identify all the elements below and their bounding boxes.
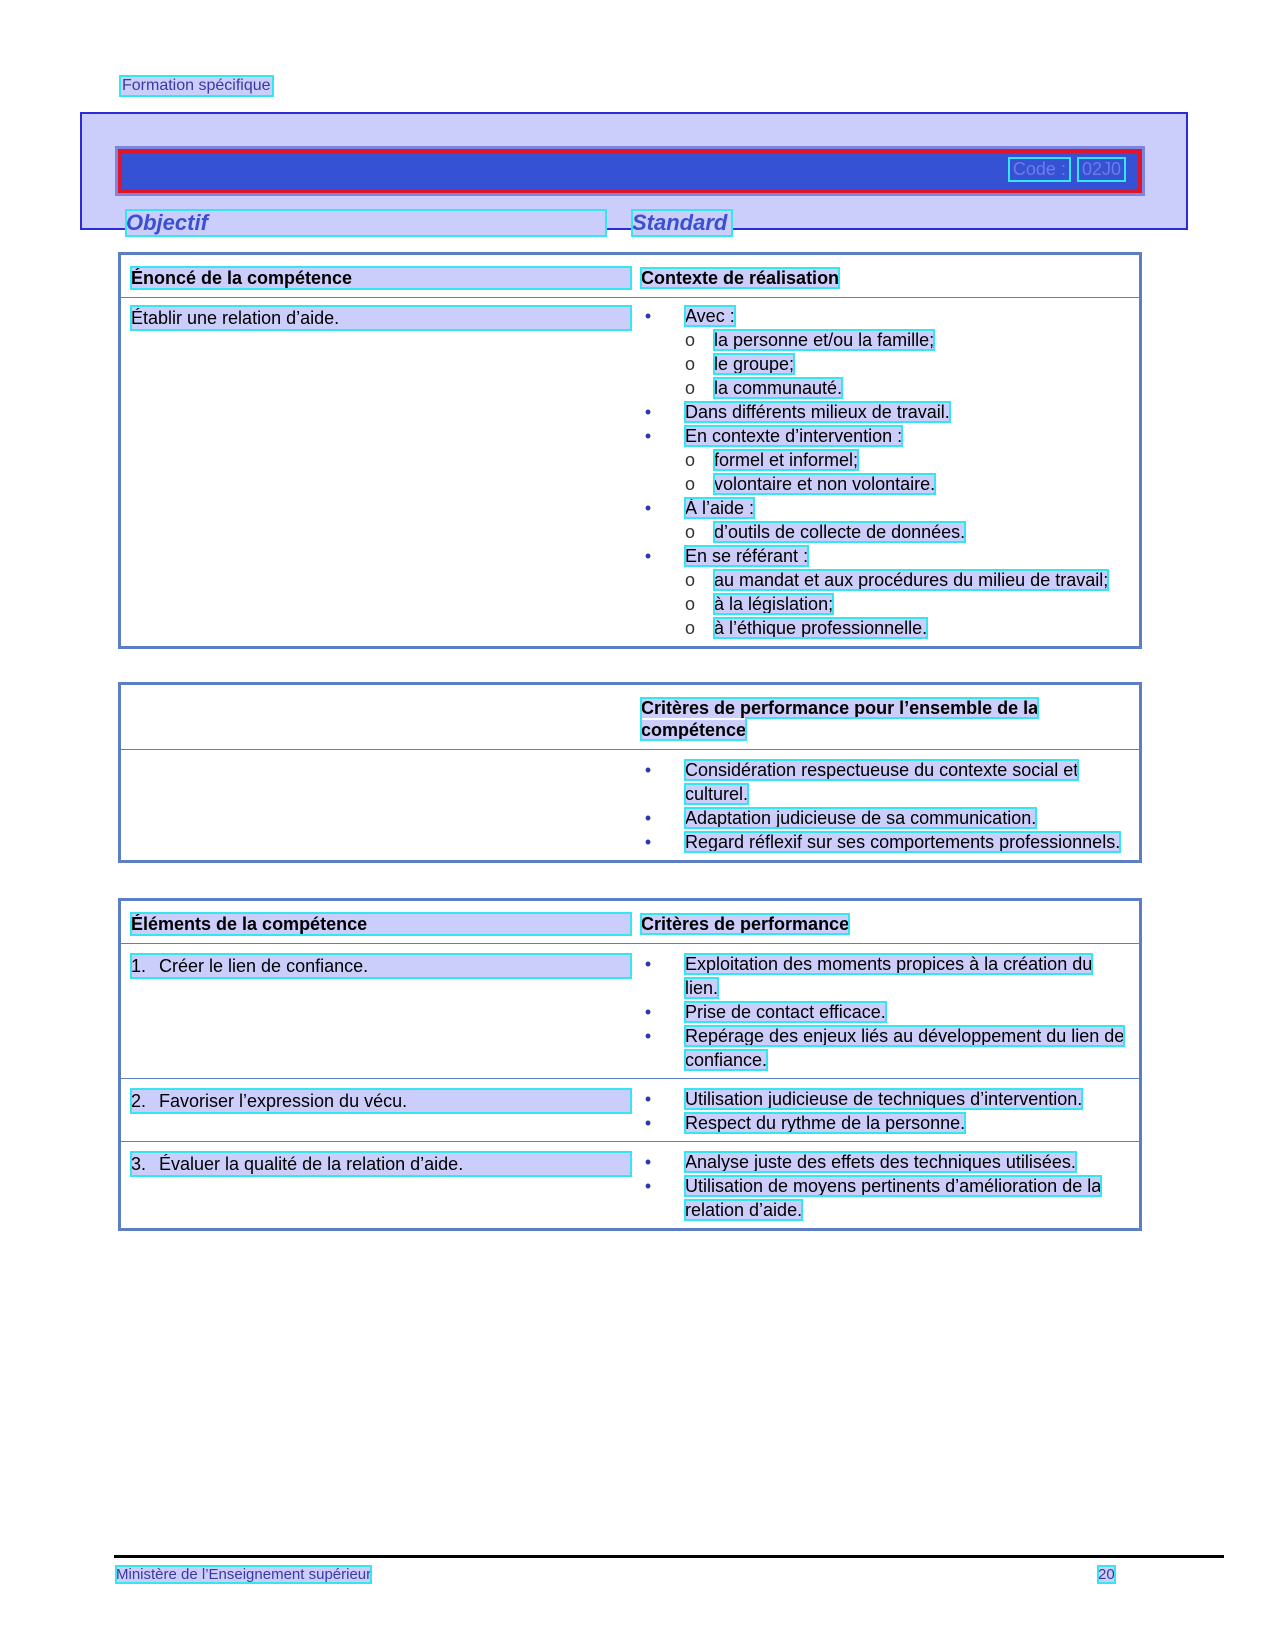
bullet-text: Adaptation judicieuse de sa communication. xyxy=(685,808,1037,828)
global-criteria-list xyxy=(641,758,1127,854)
subitem-text: la communauté. xyxy=(714,378,843,398)
global-criteria-table xyxy=(118,682,1142,863)
bullet-icon: • xyxy=(644,546,652,566)
footer-divider xyxy=(114,1555,1224,1558)
bullet-text: Regard réflexif sur ses comportements professionnels. xyxy=(685,832,1121,852)
section-label: Formation spécifique xyxy=(122,77,271,94)
bullet-text: Exploitation des moments propices à la création du lien. xyxy=(685,954,1093,998)
footer-ministry: Ministère de l’Enseignement supérieur xyxy=(116,1566,372,1583)
context-subitem xyxy=(685,376,1127,400)
competency-statement: Établir une relation d’aide. xyxy=(131,306,631,330)
element-text: Favoriser l’expression du vécu. xyxy=(159,1091,408,1111)
bullet-text: Repérage des enjeux liés au développement du lien de confiance. xyxy=(685,1026,1125,1070)
element-criterion xyxy=(641,1000,1127,1024)
bullet-icon: • xyxy=(644,1113,652,1133)
element-criterion xyxy=(641,1150,1127,1174)
subitem-text: le groupe; xyxy=(714,354,795,374)
element-number: 1. xyxy=(131,956,147,976)
element-label xyxy=(131,1152,631,1176)
subitem-text: au mandat et aux procédures du milieu de travail; xyxy=(714,570,1109,590)
context-item xyxy=(641,496,1127,544)
bullet-text: Analyse juste des effets des techniques utilisées. xyxy=(685,1152,1076,1172)
subitem-text: volontaire et non volontaire. xyxy=(714,474,936,494)
element-criterion xyxy=(641,1087,1127,1111)
context-sublist xyxy=(685,328,1127,400)
circle-bullet-icon: o xyxy=(685,450,696,470)
context-item xyxy=(641,424,1127,496)
bullet-icon: • xyxy=(644,954,652,974)
bullet-text: Utilisation de moyens pertinents d’amélioration de la relation d’aide. xyxy=(685,1176,1102,1220)
element-criterion xyxy=(641,1024,1127,1072)
elements-table xyxy=(118,898,1142,1231)
bullet-icon: • xyxy=(644,808,652,828)
circle-bullet-icon: o xyxy=(685,354,696,374)
code-bar xyxy=(118,149,1142,193)
circle-bullet-icon: o xyxy=(685,330,696,350)
bullet-text: Utilisation judicieuse de techniques d’intervention. xyxy=(685,1089,1083,1109)
standard-heading: Standard xyxy=(632,210,732,236)
bullet-text: Respect du rythme de la personne. xyxy=(685,1113,966,1133)
context-subitem xyxy=(685,568,1127,592)
bullet-icon: • xyxy=(644,306,652,326)
element-row xyxy=(120,944,1141,1079)
context-subitem xyxy=(685,520,1127,544)
circle-bullet-icon: o xyxy=(685,522,696,542)
objective-heading: Objectif xyxy=(126,210,606,236)
subitem-text: à l’éthique professionnelle. xyxy=(714,618,928,638)
element-criteria-list xyxy=(641,1150,1127,1222)
circle-bullet-icon: o xyxy=(685,594,696,614)
element-criterion xyxy=(641,1111,1127,1135)
subitem-text: d’outils de collecte de données. xyxy=(714,522,966,542)
bullet-text: Considération respectueuse du contexte social et culturel. xyxy=(685,760,1079,804)
global-criteria-header: Critères de performance pour l’ensemble de la compétence xyxy=(641,698,1039,740)
bullet-text: Dans différents milieux de travail. xyxy=(685,402,950,422)
context-subitem xyxy=(685,592,1127,616)
subitem-text: formel et informel; xyxy=(714,450,859,470)
element-number: 2. xyxy=(131,1091,147,1111)
bullet-text: Prise de contact efficace. xyxy=(685,1002,886,1022)
element-criteria-list xyxy=(641,952,1127,1072)
element-label xyxy=(131,954,631,978)
bullet-icon: • xyxy=(644,426,652,446)
context-subitem xyxy=(685,472,1127,496)
element-criterion xyxy=(641,1174,1127,1222)
element-label xyxy=(131,1089,631,1113)
subitem-text: à la législation; xyxy=(714,594,834,614)
context-sublist xyxy=(685,520,1127,544)
element-row xyxy=(120,1079,1141,1142)
global-criterion xyxy=(641,830,1127,854)
performance-criteria-header: Critères de performance xyxy=(641,914,850,934)
circle-bullet-icon: o xyxy=(685,570,696,590)
context-subitem xyxy=(685,328,1127,352)
element-text: Évaluer la qualité de la relation d’aide. xyxy=(159,1154,464,1174)
code-label: Code : xyxy=(1010,159,1069,180)
bullet-icon: • xyxy=(644,1176,652,1196)
bullet-text: Avec : xyxy=(685,306,735,326)
global-criterion xyxy=(641,806,1127,830)
circle-bullet-icon: o xyxy=(685,618,696,638)
context-subitem xyxy=(685,616,1127,640)
context-item xyxy=(641,304,1127,400)
elements-header: Éléments de la compétence xyxy=(131,913,631,935)
context-subitem xyxy=(685,448,1127,472)
bullet-icon: • xyxy=(644,1152,652,1172)
context-item xyxy=(641,400,1127,424)
context-subitem xyxy=(685,352,1127,376)
code-value: 02J0 xyxy=(1079,159,1124,180)
element-number: 3. xyxy=(131,1154,147,1174)
context-header: Contexte de réalisation xyxy=(641,268,840,288)
context-item xyxy=(641,544,1127,640)
bullet-text: En se référant : xyxy=(685,546,809,566)
bullet-icon: • xyxy=(644,760,652,780)
bullet-icon: • xyxy=(644,1026,652,1046)
element-criterion xyxy=(641,952,1127,1000)
subitem-text: la personne et/ou la famille; xyxy=(714,330,935,350)
bullet-icon: • xyxy=(644,832,652,852)
bullet-icon: • xyxy=(644,1002,652,1022)
circle-bullet-icon: o xyxy=(685,378,696,398)
competency-statement-header: Énoncé de la compétence xyxy=(131,267,631,289)
page-number: 20 xyxy=(1098,1566,1115,1583)
bullet-icon: • xyxy=(644,1089,652,1109)
competency-context-table xyxy=(118,252,1142,649)
element-row xyxy=(120,1142,1141,1230)
context-sublist xyxy=(685,568,1127,640)
circle-bullet-icon: o xyxy=(685,474,696,494)
bullet-text: À l’aide : xyxy=(685,498,755,518)
context-list xyxy=(641,304,1127,640)
bullet-text: En contexte d’intervention : xyxy=(685,426,903,446)
context-sublist xyxy=(685,448,1127,496)
global-criterion xyxy=(641,758,1127,806)
bullet-icon: • xyxy=(644,402,652,422)
element-text: Créer le lien de confiance. xyxy=(159,956,369,976)
element-criteria-list xyxy=(641,1087,1127,1135)
bullet-icon: • xyxy=(644,498,652,518)
